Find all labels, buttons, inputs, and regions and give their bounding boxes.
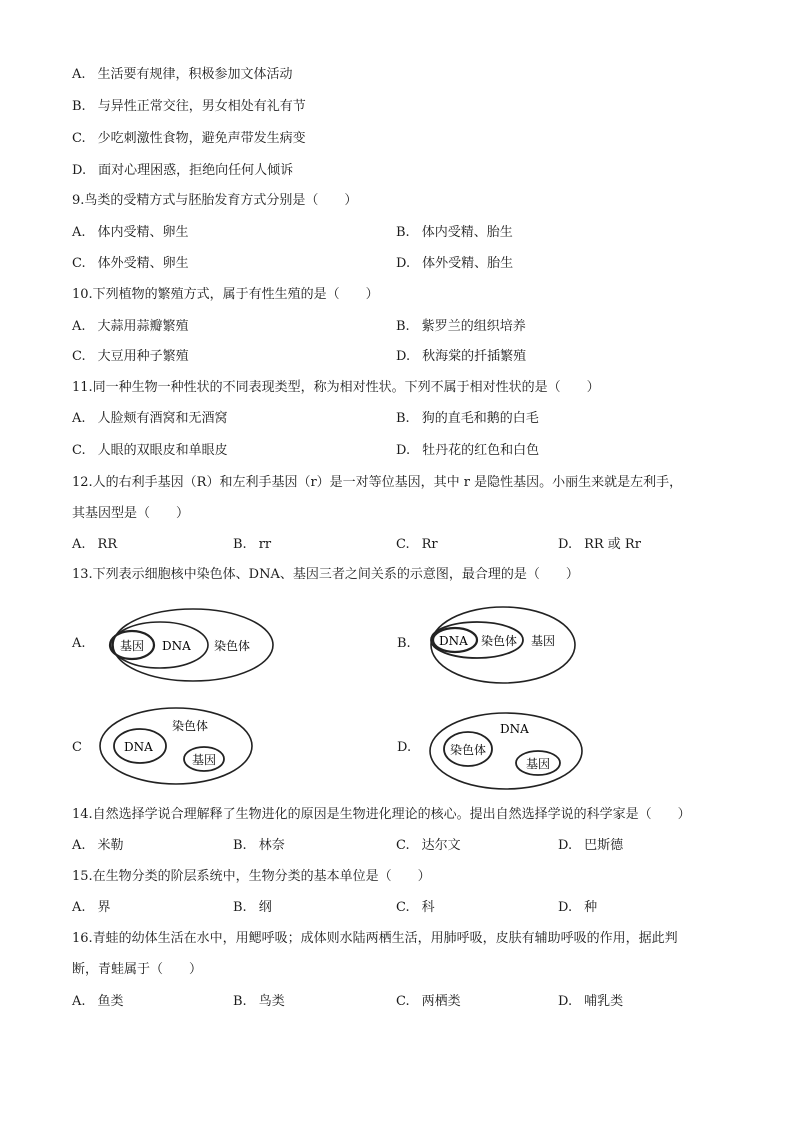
dna-label: DNA — [500, 722, 529, 736]
gene-label: 基因 — [531, 634, 556, 648]
q12-option-a: A. RR — [72, 537, 118, 552]
gene-label: 基因 — [526, 757, 551, 771]
q8-option-b: B. 与异性正常交往，男女相处有礼有节 — [72, 99, 306, 114]
q13-diagram-b-letter: B. — [397, 636, 411, 651]
q11-option-a: A. 人脸颊有酒窝和无酒窝 — [72, 411, 228, 426]
q16-stem-line2: 断，青蛙属于（ ） — [72, 962, 203, 977]
gene-label: 基因 — [120, 639, 145, 653]
q10-option-d: D. 秋海棠的扦插繁殖 — [396, 349, 527, 364]
gene-label: 基因 — [192, 753, 217, 767]
q14-option-b: B. 林奈 — [233, 838, 285, 853]
q14-stem: 14.自然选择学说合理解释了生物进化的原因是生物进化理论的核心。提出自然选择学说的科学家是（ ） — [72, 807, 691, 822]
q13-diagram-a — [100, 600, 290, 690]
chromosome-label: 染色体 — [214, 639, 251, 653]
q12-stem-line2: 其基因型是（ ） — [72, 506, 190, 521]
q16-option-c: C. 两栖类 — [396, 994, 461, 1009]
chromosome-label: 染色体 — [481, 634, 518, 648]
q15-option-d: D. 种 — [558, 900, 598, 915]
q15-option-b: B. 纲 — [233, 900, 272, 915]
q12-stem-line1: 12.人的右利手基因（R）和左利手基因（r）是一对等位基因，其中 r 是隐性基因。小丽生来就是左利手， — [72, 475, 683, 490]
q16-option-a: A. 鱼类 — [72, 994, 124, 1009]
q9-option-a: A. 体内受精、卵生 — [72, 225, 189, 240]
q13-diagram-c-letter: C — [72, 740, 82, 755]
q10-option-a: A. 大蒜用蒜瓣繁殖 — [72, 319, 189, 334]
q14-option-d: D. 巴斯德 — [558, 838, 624, 853]
q12-option-c: C. Rr — [396, 537, 438, 552]
q8-option-d: D. 面对心理困惑，拒绝向任何人倾诉 — [72, 163, 294, 178]
q11-stem: 11.同一种生物一种性状的不同表现类型，称为相对性状。下列不属于相对性状的是（ ） — [72, 380, 600, 395]
q13-diagram-a-letter: A. — [72, 636, 86, 651]
chromosome-label: 染色体 — [172, 719, 209, 733]
q11-option-d: D. 牡丹花的红色和白色 — [396, 443, 540, 458]
q13-diagram-b — [425, 600, 585, 690]
q10-option-c: C. 大豆用种子繁殖 — [72, 349, 189, 364]
q9-option-b: B. 体内受精、胎生 — [396, 225, 513, 240]
q9-option-c: C. 体外受精、卵生 — [72, 256, 189, 271]
dna-label: DNA — [439, 634, 468, 648]
q16-option-b: B. 鸟类 — [233, 994, 285, 1009]
q12-option-d: D. RR 或 Rr — [558, 537, 641, 552]
q15-option-c: C. 科 — [396, 900, 435, 915]
q8-option-a: A. 生活要有规律，积极参加文体活动 — [72, 67, 293, 82]
q13-diagram-c — [92, 700, 262, 792]
q11-option-b: B. 狗的直毛和鹅的白毛 — [396, 411, 539, 426]
q10-option-b: B. 紫罗兰的组织培养 — [396, 319, 526, 334]
q14-option-c: C. 达尔文 — [396, 838, 461, 853]
q14-option-a: A. 米勒 — [72, 838, 124, 853]
q15-stem: 15.在生物分类的阶层系统中，生物分类的基本单位是（ ） — [72, 869, 431, 884]
q16-option-d: D. 哺乳类 — [558, 994, 624, 1009]
chromosome-label: 染色体 — [450, 743, 487, 757]
q13-stem: 13.下列表示细胞核中染色体、DNA、基因三者之间关系的示意图，最合理的是（ ） — [72, 567, 579, 582]
q15-option-a: A. 界 — [72, 900, 111, 915]
q12-option-b: B. rr — [233, 537, 272, 552]
q9-option-d: D. 体外受精、胎生 — [396, 256, 514, 271]
q13-diagram-d-letter: D. — [397, 740, 412, 755]
q10-stem: 10.下列植物的繁殖方式，属于有性生殖的是（ ） — [72, 287, 379, 302]
dna-label: DNA — [162, 639, 191, 653]
q13-diagram-d — [424, 705, 594, 797]
q8-option-c: C. 少吃刺激性食物，避免声带发生病变 — [72, 131, 306, 146]
q16-stem-line1: 16.青蛙的幼体生活在水中，用鳃呼吸；成体则水陆两栖生活，用肺呼吸，皮肤有辅助呼吸的作用，据此判 — [72, 931, 678, 946]
dna-label: DNA — [124, 740, 153, 754]
q11-option-c: C. 人眼的双眼皮和单眼皮 — [72, 443, 228, 458]
q9-stem: 9.鸟类的受精方式与胚胎发育方式分别是（ ） — [72, 193, 358, 208]
